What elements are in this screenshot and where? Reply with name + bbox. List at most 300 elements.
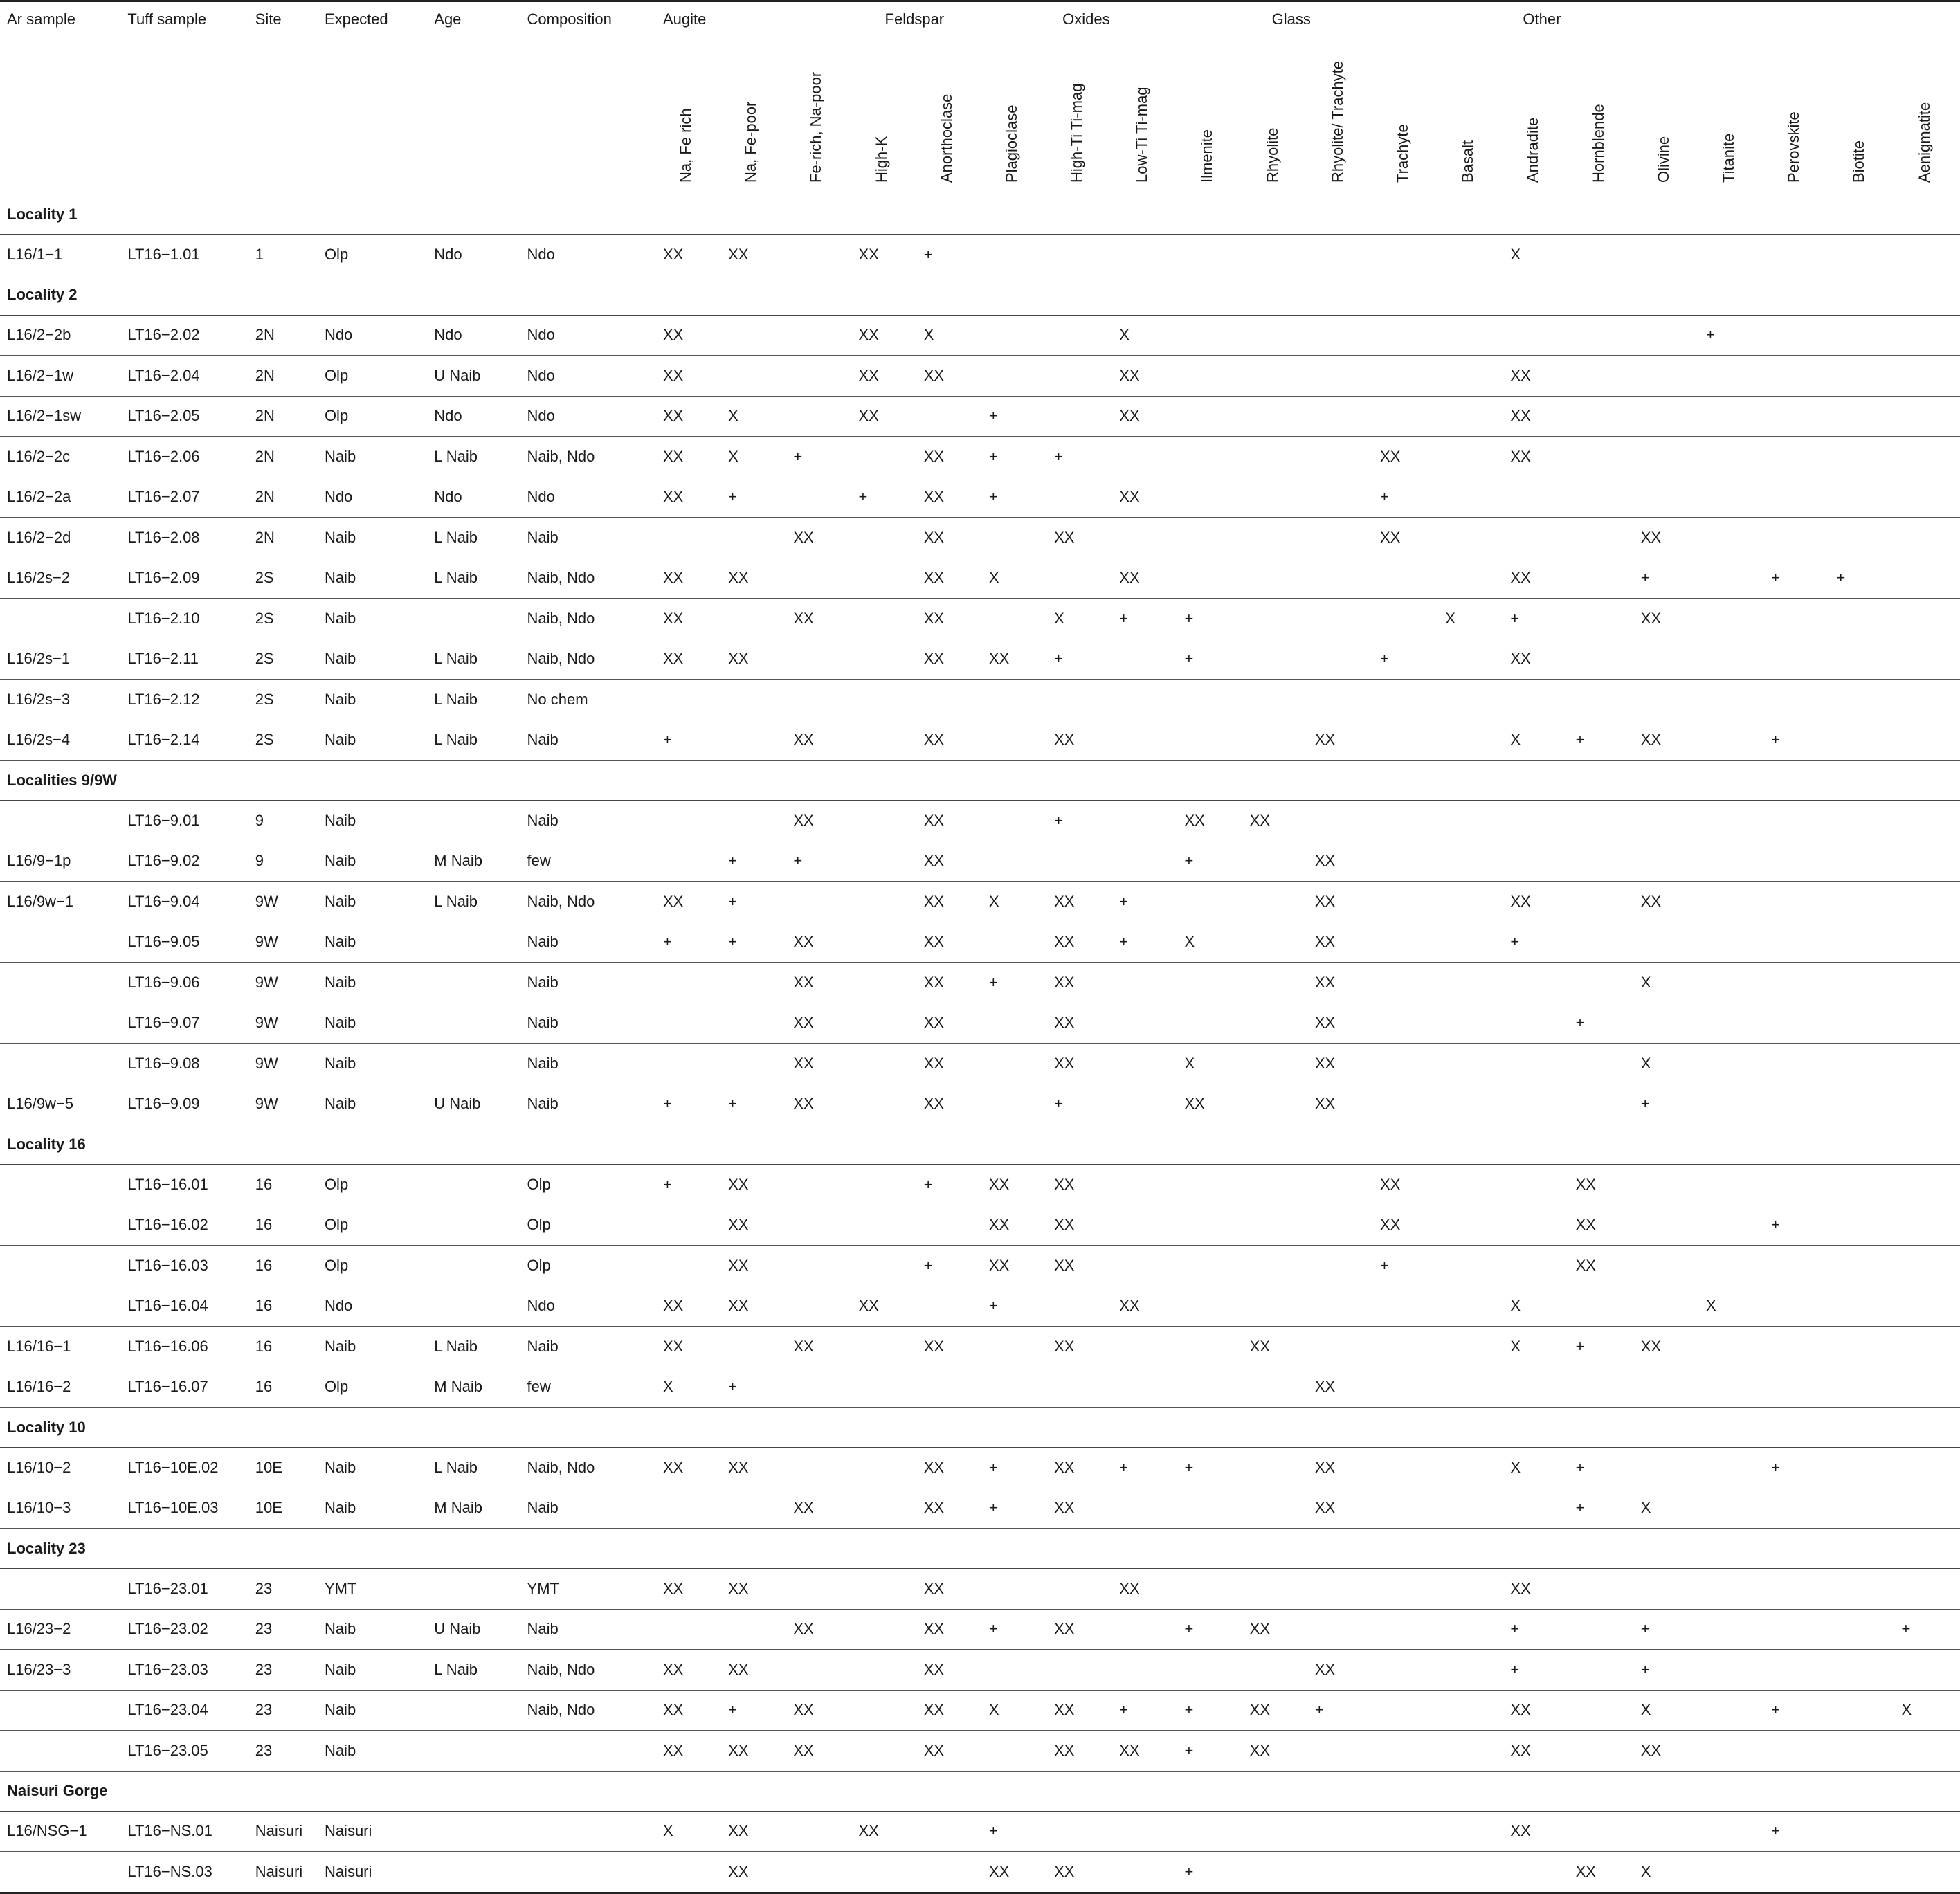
mineral-cell: X	[982, 558, 1047, 599]
mineral-cell	[1569, 235, 1634, 275]
mineral-cell	[1699, 1569, 1764, 1610]
mineral-cell	[1569, 1731, 1634, 1772]
mineral-cell: +	[721, 922, 786, 963]
mineral-cell: X	[1438, 599, 1503, 639]
expected-cell: Naib	[318, 841, 427, 882]
mineral-cell: XX	[786, 922, 851, 963]
mineral-cell	[1764, 1731, 1829, 1772]
mineral-cell	[1503, 1165, 1568, 1205]
mineral-cell	[852, 1448, 917, 1488]
mineral-cell: XX	[1503, 437, 1568, 477]
mineral-cell: XX	[917, 1084, 982, 1124]
mineral-header-label: Aenigmatite	[1915, 102, 1933, 183]
mineral-cell	[1177, 1165, 1242, 1205]
tuff-sample-cell: LT16−10E.02	[120, 1448, 248, 1488]
tuff-sample-cell: LT16−9.06	[120, 963, 248, 1003]
mineral-cell	[1829, 235, 1894, 275]
site-cell: 9	[248, 801, 318, 841]
age-cell: U Naib	[427, 356, 520, 397]
mineral-cell	[1829, 1205, 1894, 1246]
blank-header-cell	[248, 37, 318, 194]
table-row	[0, 1246, 1960, 1286]
mineral-cell: +	[982, 437, 1047, 477]
age-cell: M Naib	[427, 1367, 520, 1408]
mineral-cell: XX	[917, 558, 982, 599]
mineral-cell: +	[1503, 1609, 1568, 1650]
composition-cell: Ndo	[520, 356, 656, 397]
mineral-cell: XX	[917, 356, 982, 397]
mineral-cell	[852, 841, 917, 882]
expected-cell: Naib	[318, 599, 427, 639]
mineral-cell	[1569, 882, 1634, 922]
composition-cell: Naib	[520, 801, 656, 841]
mineral-cell	[1047, 841, 1112, 882]
expected-cell: Ndo	[318, 477, 427, 518]
tuff-sample-cell: LT16−23.03	[120, 1650, 248, 1691]
mineral-cell: X	[1699, 1286, 1764, 1327]
mineral-cell: XX	[1308, 841, 1373, 882]
table-row	[0, 396, 1960, 437]
site-cell: 16	[248, 1246, 318, 1286]
table-row	[0, 1165, 1960, 1205]
mineral-cell	[1373, 1003, 1438, 1044]
mineral-cell: +	[1634, 558, 1699, 599]
section-title: Locality 10	[0, 1408, 1960, 1448]
expected-cell: Naib	[318, 963, 427, 1003]
mineral-cell	[1895, 1044, 1960, 1084]
mineral-cell: XX	[656, 1650, 721, 1691]
mineral-cell	[852, 1084, 917, 1124]
mineral-cell	[1438, 1488, 1503, 1529]
mineral-cell	[852, 518, 917, 558]
mineral-cell	[982, 315, 1047, 356]
mineral-cell: XX	[1373, 1205, 1438, 1246]
mineral-cell: XX	[917, 1650, 982, 1691]
mineral-cell	[1895, 922, 1960, 963]
mineral-cell	[1243, 396, 1308, 437]
mineral-cell	[721, 315, 786, 356]
mineral-cell: XX	[917, 1448, 982, 1488]
table-row	[0, 963, 1960, 1003]
mineral-cell	[917, 680, 982, 720]
mineral-cell	[1047, 396, 1112, 437]
table-row	[0, 1811, 1960, 1852]
mineral-cell: XX	[1308, 1488, 1373, 1529]
expected-cell: Naib	[318, 1609, 427, 1650]
mineral-cell	[1829, 1569, 1894, 1610]
mineral-cell	[1764, 1327, 1829, 1367]
mineral-cell	[1764, 801, 1829, 841]
mineral-cell	[1895, 1367, 1960, 1408]
mineral-cell: +	[656, 922, 721, 963]
mineral-cell	[852, 963, 917, 1003]
mineral-cell	[1634, 1165, 1699, 1205]
mineral-cell	[1308, 1731, 1373, 1772]
mineral-cell	[1308, 558, 1373, 599]
mineral-cell: +	[1177, 841, 1242, 882]
mineral-cell	[1764, 1165, 1829, 1205]
mineral-cell: XX	[917, 599, 982, 639]
mineral-cell: XX	[852, 315, 917, 356]
mineral-cell	[1829, 1367, 1894, 1408]
mineral-cell	[1438, 1286, 1503, 1327]
mineral-cell	[1112, 1327, 1177, 1367]
mineral-header	[1177, 37, 1242, 194]
mineral-cell	[1243, 1044, 1308, 1084]
mineral-header-label: Trachyte	[1394, 124, 1412, 183]
mineral-cell	[852, 1327, 917, 1367]
mineral-cell	[1177, 1811, 1242, 1852]
mineral-cell: XX	[852, 396, 917, 437]
age-cell: L Naib	[427, 1327, 520, 1367]
mineral-cell: X	[982, 1690, 1047, 1731]
mineral-cell: X	[1503, 235, 1568, 275]
expected-cell: Olp	[318, 1246, 427, 1286]
site-cell: 9W	[248, 963, 318, 1003]
tuff-sample-cell: LT16−9.08	[120, 1044, 248, 1084]
mineral-cell	[1569, 558, 1634, 599]
tuff-sample-cell: LT16−9.01	[120, 801, 248, 841]
mineral-cell	[1895, 639, 1960, 680]
mineral-cell: +	[721, 477, 786, 518]
site-cell: 1	[248, 235, 318, 275]
mineral-cell	[786, 1286, 851, 1327]
mineral-cell	[1177, 437, 1242, 477]
expected-cell: Naib	[318, 1448, 427, 1488]
tuff-sample-cell: LT16−23.01	[120, 1569, 248, 1610]
mineral-cell	[1895, 1448, 1960, 1488]
mineral-cell: XX	[1503, 1690, 1568, 1731]
age-cell: U Naib	[427, 1084, 520, 1124]
mineral-cell: +	[982, 396, 1047, 437]
mineral-cell	[1569, 639, 1634, 680]
mineral-cell: +	[917, 1165, 982, 1205]
mineral-cell: XX	[786, 1084, 851, 1124]
mineral-cell: XX	[656, 1286, 721, 1327]
age-cell: L Naib	[427, 1448, 520, 1488]
mineral-cell	[1112, 1367, 1177, 1408]
ar-sample-cell: L16/1−1	[0, 235, 120, 275]
mineral-header	[1438, 37, 1503, 194]
mineral-cell: +	[852, 477, 917, 518]
site-cell: 16	[248, 1165, 318, 1205]
mineral-cell: XX	[656, 1569, 721, 1610]
site-cell: 2S	[248, 599, 318, 639]
ar-sample-cell: L16/2−2c	[0, 437, 120, 477]
mineral-cell	[1569, 1286, 1634, 1327]
composition-cell: Naib	[520, 922, 656, 963]
expected-cell: Naib	[318, 1690, 427, 1731]
mineral-cell: XX	[1047, 1852, 1112, 1893]
mineral-cell	[1634, 841, 1699, 882]
mineral-cell	[1177, 882, 1242, 922]
mineral-cell	[1634, 477, 1699, 518]
composition-cell: Naib, Ndo	[520, 599, 656, 639]
mineral-cell	[1764, 396, 1829, 437]
mineral-header-label: Ilmenite	[1198, 129, 1216, 183]
mineral-cell: XX	[786, 1690, 851, 1731]
mineral-cell	[982, 1731, 1047, 1772]
mineral-cell	[656, 1044, 721, 1084]
age-cell: Ndo	[427, 396, 520, 437]
mineral-cell	[721, 356, 786, 397]
mineral-cell	[1373, 1731, 1438, 1772]
mineral-cell	[1373, 558, 1438, 599]
table-row	[0, 1690, 1960, 1731]
mineral-cell: XX	[1047, 1246, 1112, 1286]
mineral-cell	[1699, 963, 1764, 1003]
mineral-cell	[1829, 1084, 1894, 1124]
mineral-cell: +	[1177, 1690, 1242, 1731]
mineral-cell	[721, 1044, 786, 1084]
mineral-cell: XX	[917, 801, 982, 841]
mineral-cell: XX	[1503, 396, 1568, 437]
mineral-cell	[1438, 963, 1503, 1003]
mineral-cell	[1047, 315, 1112, 356]
group-header-row	[0, 1, 1960, 37]
mineral-cell	[1895, 1731, 1960, 1772]
mineral-header-label: Na, Fe rich	[676, 108, 694, 183]
table-row	[0, 1852, 1960, 1893]
ar-sample-cell	[0, 1044, 120, 1084]
expected-cell: Naib	[318, 1003, 427, 1044]
site-cell: 23	[248, 1731, 318, 1772]
age-cell: L Naib	[427, 558, 520, 599]
tuff-sample-cell: LT16−2.14	[120, 720, 248, 761]
age-cell	[427, 1003, 520, 1044]
mineral-header	[1308, 37, 1373, 194]
mineral-cell: +	[1569, 720, 1634, 761]
mineral-cell: XX	[721, 639, 786, 680]
mineral-cell	[1699, 1205, 1764, 1246]
mineral-cell	[786, 558, 851, 599]
composition-cell: Ndo	[520, 396, 656, 437]
mineral-cell	[1177, 1488, 1242, 1529]
age-cell: Ndo	[427, 315, 520, 356]
mineral-cell	[1373, 1367, 1438, 1408]
mineral-cell: XX	[917, 639, 982, 680]
mineral-cell	[1634, 680, 1699, 720]
mineral-cell: +	[786, 841, 851, 882]
mineral-header	[1699, 37, 1764, 194]
mineral-cell	[1503, 477, 1568, 518]
table-row	[0, 1367, 1960, 1408]
mineral-cell	[1895, 963, 1960, 1003]
age-cell: L Naib	[427, 518, 520, 558]
mineral-cell: XX	[917, 1044, 982, 1084]
mineral-cell: XX	[721, 1286, 786, 1327]
ar-sample-cell: L16/23−2	[0, 1609, 120, 1650]
group-other: Other	[1503, 1, 1960, 37]
mineral-cell	[1699, 720, 1764, 761]
mineral-cell	[1373, 1690, 1438, 1731]
site-cell: 2S	[248, 680, 318, 720]
mineral-cell	[786, 1246, 851, 1286]
mineral-cell	[1634, 1811, 1699, 1852]
mineral-cell	[1308, 639, 1373, 680]
mineral-header-label: Titanite	[1719, 133, 1737, 183]
mineral-cell	[1177, 1650, 1242, 1691]
composition-cell: Naib	[520, 1488, 656, 1529]
mineral-cell: +	[1764, 1448, 1829, 1488]
tuff-sample-cell: LT16−16.06	[120, 1327, 248, 1367]
mineral-cell: X	[656, 1811, 721, 1852]
mineral-cell: XX	[1308, 1650, 1373, 1691]
ar-sample-cell	[0, 922, 120, 963]
mineral-cell	[1438, 235, 1503, 275]
mineral-cell	[1047, 1569, 1112, 1610]
mineral-cell	[1438, 1609, 1503, 1650]
mineral-cell	[1634, 1367, 1699, 1408]
composition-cell: Ndo	[520, 477, 656, 518]
mineral-cell: XX	[1308, 1367, 1373, 1408]
mineral-cell	[1764, 841, 1829, 882]
mineral-cell: XX	[656, 599, 721, 639]
mineral-cell: +	[1569, 1327, 1634, 1367]
site-cell: 9W	[248, 1044, 318, 1084]
mineral-cell	[1634, 1003, 1699, 1044]
site-cell: 9	[248, 841, 318, 882]
mineral-cell	[1047, 1811, 1112, 1852]
age-cell	[427, 1690, 520, 1731]
mineral-cell	[1569, 841, 1634, 882]
mineral-cell: +	[917, 1246, 982, 1286]
site-cell: 16	[248, 1327, 318, 1367]
mineral-cell	[1895, 315, 1960, 356]
composition-cell: few	[520, 841, 656, 882]
mineral-cell	[1308, 437, 1373, 477]
mineral-cell	[1895, 882, 1960, 922]
ar-sample-cell	[0, 801, 120, 841]
mineral-cell	[1699, 396, 1764, 437]
mineral-cell: XX	[1047, 1448, 1112, 1488]
mineral-cell	[1177, 356, 1242, 397]
col-tuff-sample: Tuff sample	[120, 1, 248, 37]
col-site: Site	[248, 1, 318, 37]
mineral-cell	[1829, 1650, 1894, 1691]
composition-cell: Naib	[520, 1003, 656, 1044]
section-title: Naisuri Gorge	[0, 1771, 1960, 1811]
mineral-cell: XX	[1308, 1448, 1373, 1488]
mineral-cell: XX	[786, 1609, 851, 1650]
ar-sample-cell: L16/2s−1	[0, 639, 120, 680]
mineral-cell: XX	[1308, 963, 1373, 1003]
mineral-cell: +	[982, 1448, 1047, 1488]
mineral-cell	[1699, 1609, 1764, 1650]
mineral-cell	[1895, 1205, 1960, 1246]
expected-cell: Naib	[318, 720, 427, 761]
mineral-cell	[917, 1811, 982, 1852]
mineral-cell	[1112, 1852, 1177, 1893]
mineral-cell	[1569, 680, 1634, 720]
mineral-cell	[786, 356, 851, 397]
mineral-cell	[1895, 558, 1960, 599]
mineral-cell: XX	[721, 1852, 786, 1893]
mineral-cell: XX	[1047, 1044, 1112, 1084]
mineral-cell: XX	[1047, 922, 1112, 963]
section-row	[0, 1408, 1960, 1448]
mineral-cell: XX	[852, 235, 917, 275]
mineral-cell: +	[656, 1084, 721, 1124]
mineral-cell	[1829, 1488, 1894, 1529]
site-cell: 23	[248, 1650, 318, 1691]
mineral-cell	[786, 1165, 851, 1205]
mineral-cell: XX	[1634, 1731, 1699, 1772]
expected-cell: Naib	[318, 518, 427, 558]
ar-sample-cell	[0, 1165, 120, 1205]
mineral-cell	[1634, 315, 1699, 356]
expected-cell: Olp	[318, 1205, 427, 1246]
mineral-cell	[1895, 599, 1960, 639]
mineral-cell	[721, 1003, 786, 1044]
mineral-cell: +	[1177, 1731, 1242, 1772]
mineral-cell	[852, 680, 917, 720]
mineral-cell	[1047, 680, 1112, 720]
section-row	[0, 1529, 1960, 1569]
mineral-cell	[1699, 882, 1764, 922]
table-row	[0, 1205, 1960, 1246]
col-ar-sample: Ar sample	[0, 1, 120, 37]
blank-header-cell	[0, 37, 120, 194]
mineral-cell	[786, 235, 851, 275]
mineral-cell	[1699, 518, 1764, 558]
mineral-cell	[1829, 1811, 1894, 1852]
age-cell	[427, 1569, 520, 1610]
mineral-cell	[786, 1448, 851, 1488]
mineral-cell	[852, 1650, 917, 1691]
expected-cell: Olp	[318, 356, 427, 397]
mineral-cell	[1699, 235, 1764, 275]
mineral-cell	[1764, 477, 1829, 518]
mineral-cell	[1569, 1084, 1634, 1124]
composition-cell	[520, 1811, 656, 1852]
mineral-cell	[786, 1852, 851, 1893]
section-row	[0, 275, 1960, 315]
mineral-cell: +	[1308, 1690, 1373, 1731]
mineral-cell: XX	[1503, 356, 1568, 397]
section-title: Locality 2	[0, 275, 1960, 315]
age-cell	[427, 1731, 520, 1772]
mineral-header	[1764, 37, 1829, 194]
mineral-cell	[1829, 1286, 1894, 1327]
mineral-cell: XX	[1112, 356, 1177, 397]
mineral-cell	[852, 1852, 917, 1893]
mineral-header-label: High-Ti Ti-mag	[1068, 83, 1086, 183]
site-cell: 9W	[248, 882, 318, 922]
mineral-cell	[1373, 1609, 1438, 1650]
mineral-cell	[1895, 477, 1960, 518]
mineral-cell	[1829, 801, 1894, 841]
blank-header-cell	[318, 37, 427, 194]
age-cell	[427, 1044, 520, 1084]
mineral-cell	[1373, 922, 1438, 963]
mineral-cell: XX	[1503, 558, 1568, 599]
tuff-sample-cell: LT16−23.05	[120, 1731, 248, 1772]
mineral-cell: XX	[721, 235, 786, 275]
mineral-cell	[1764, 437, 1829, 477]
age-cell: L Naib	[427, 1650, 520, 1691]
mineral-header-label: High-K	[872, 136, 890, 183]
mineral-cell	[1503, 1205, 1568, 1246]
mineral-cell	[656, 1246, 721, 1286]
mineral-cell: +	[1112, 599, 1177, 639]
mineral-cell	[1829, 1690, 1894, 1731]
mineral-cell: XX	[1373, 1165, 1438, 1205]
composition-cell: Naib	[520, 1044, 656, 1084]
mineral-cell	[1243, 841, 1308, 882]
mineral-cell	[982, 841, 1047, 882]
mineral-cell: XX	[1112, 1569, 1177, 1610]
